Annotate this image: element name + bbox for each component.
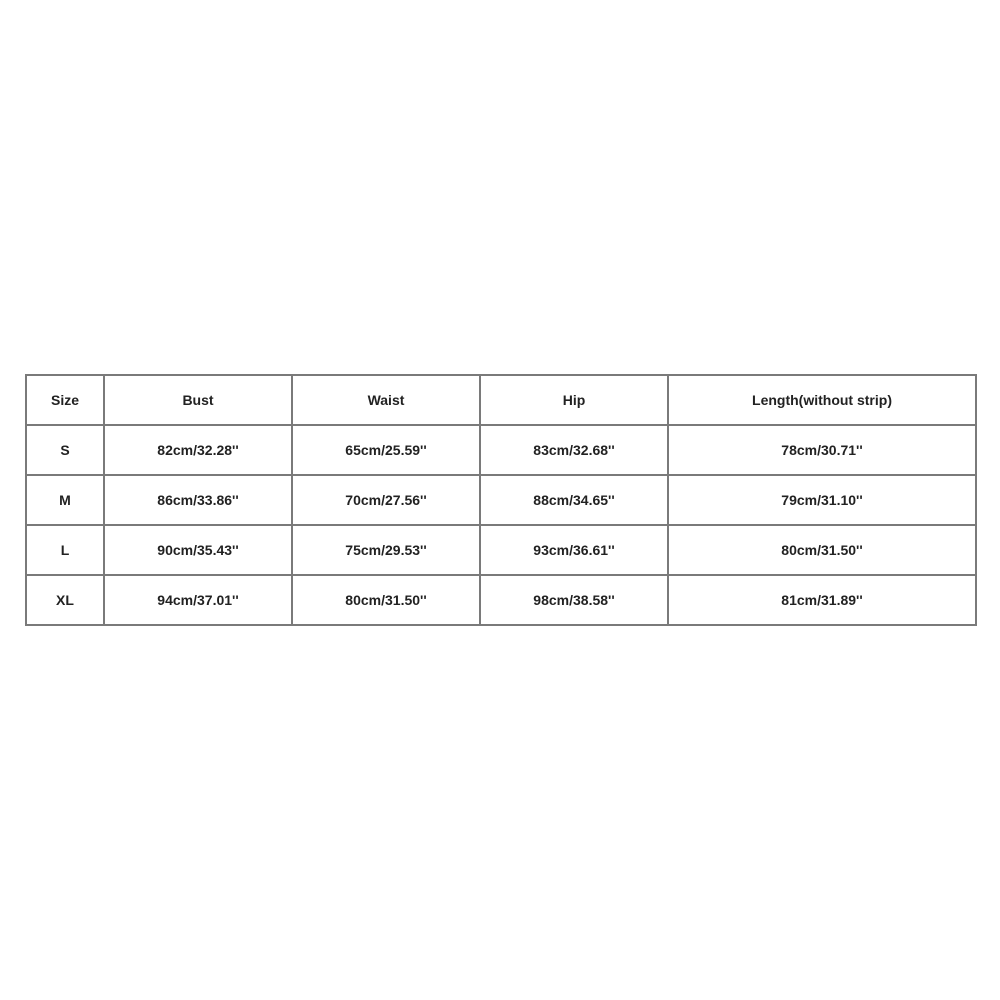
header-hip: Hip — [480, 375, 668, 425]
cell-bust: 94cm/37.01'' — [104, 575, 292, 625]
cell-hip: 98cm/38.58'' — [480, 575, 668, 625]
header-bust: Bust — [104, 375, 292, 425]
cell-length: 81cm/31.89'' — [668, 575, 976, 625]
header-size: Size — [26, 375, 104, 425]
cell-size: XL — [26, 575, 104, 625]
cell-bust: 82cm/32.28'' — [104, 425, 292, 475]
cell-waist: 80cm/31.50'' — [292, 575, 480, 625]
cell-size: S — [26, 425, 104, 475]
table-row — [26, 475, 976, 525]
header-length: Length(without strip) — [668, 375, 976, 425]
cell-bust: 90cm/35.43'' — [104, 525, 292, 575]
table-row — [26, 525, 976, 575]
cell-length: 80cm/31.50'' — [668, 525, 976, 575]
size-chart-table — [25, 374, 977, 626]
cell-size: L — [26, 525, 104, 575]
table-row — [26, 575, 976, 625]
table-header-row — [26, 375, 976, 425]
cell-waist: 75cm/29.53'' — [292, 525, 480, 575]
cell-hip: 83cm/32.68'' — [480, 425, 668, 475]
cell-waist: 65cm/25.59'' — [292, 425, 480, 475]
cell-size: M — [26, 475, 104, 525]
cell-bust: 86cm/33.86'' — [104, 475, 292, 525]
header-waist: Waist — [292, 375, 480, 425]
table-row — [26, 425, 976, 475]
cell-length: 79cm/31.10'' — [668, 475, 976, 525]
cell-length: 78cm/30.71'' — [668, 425, 976, 475]
cell-waist: 70cm/27.56'' — [292, 475, 480, 525]
cell-hip: 88cm/34.65'' — [480, 475, 668, 525]
cell-hip: 93cm/36.61'' — [480, 525, 668, 575]
